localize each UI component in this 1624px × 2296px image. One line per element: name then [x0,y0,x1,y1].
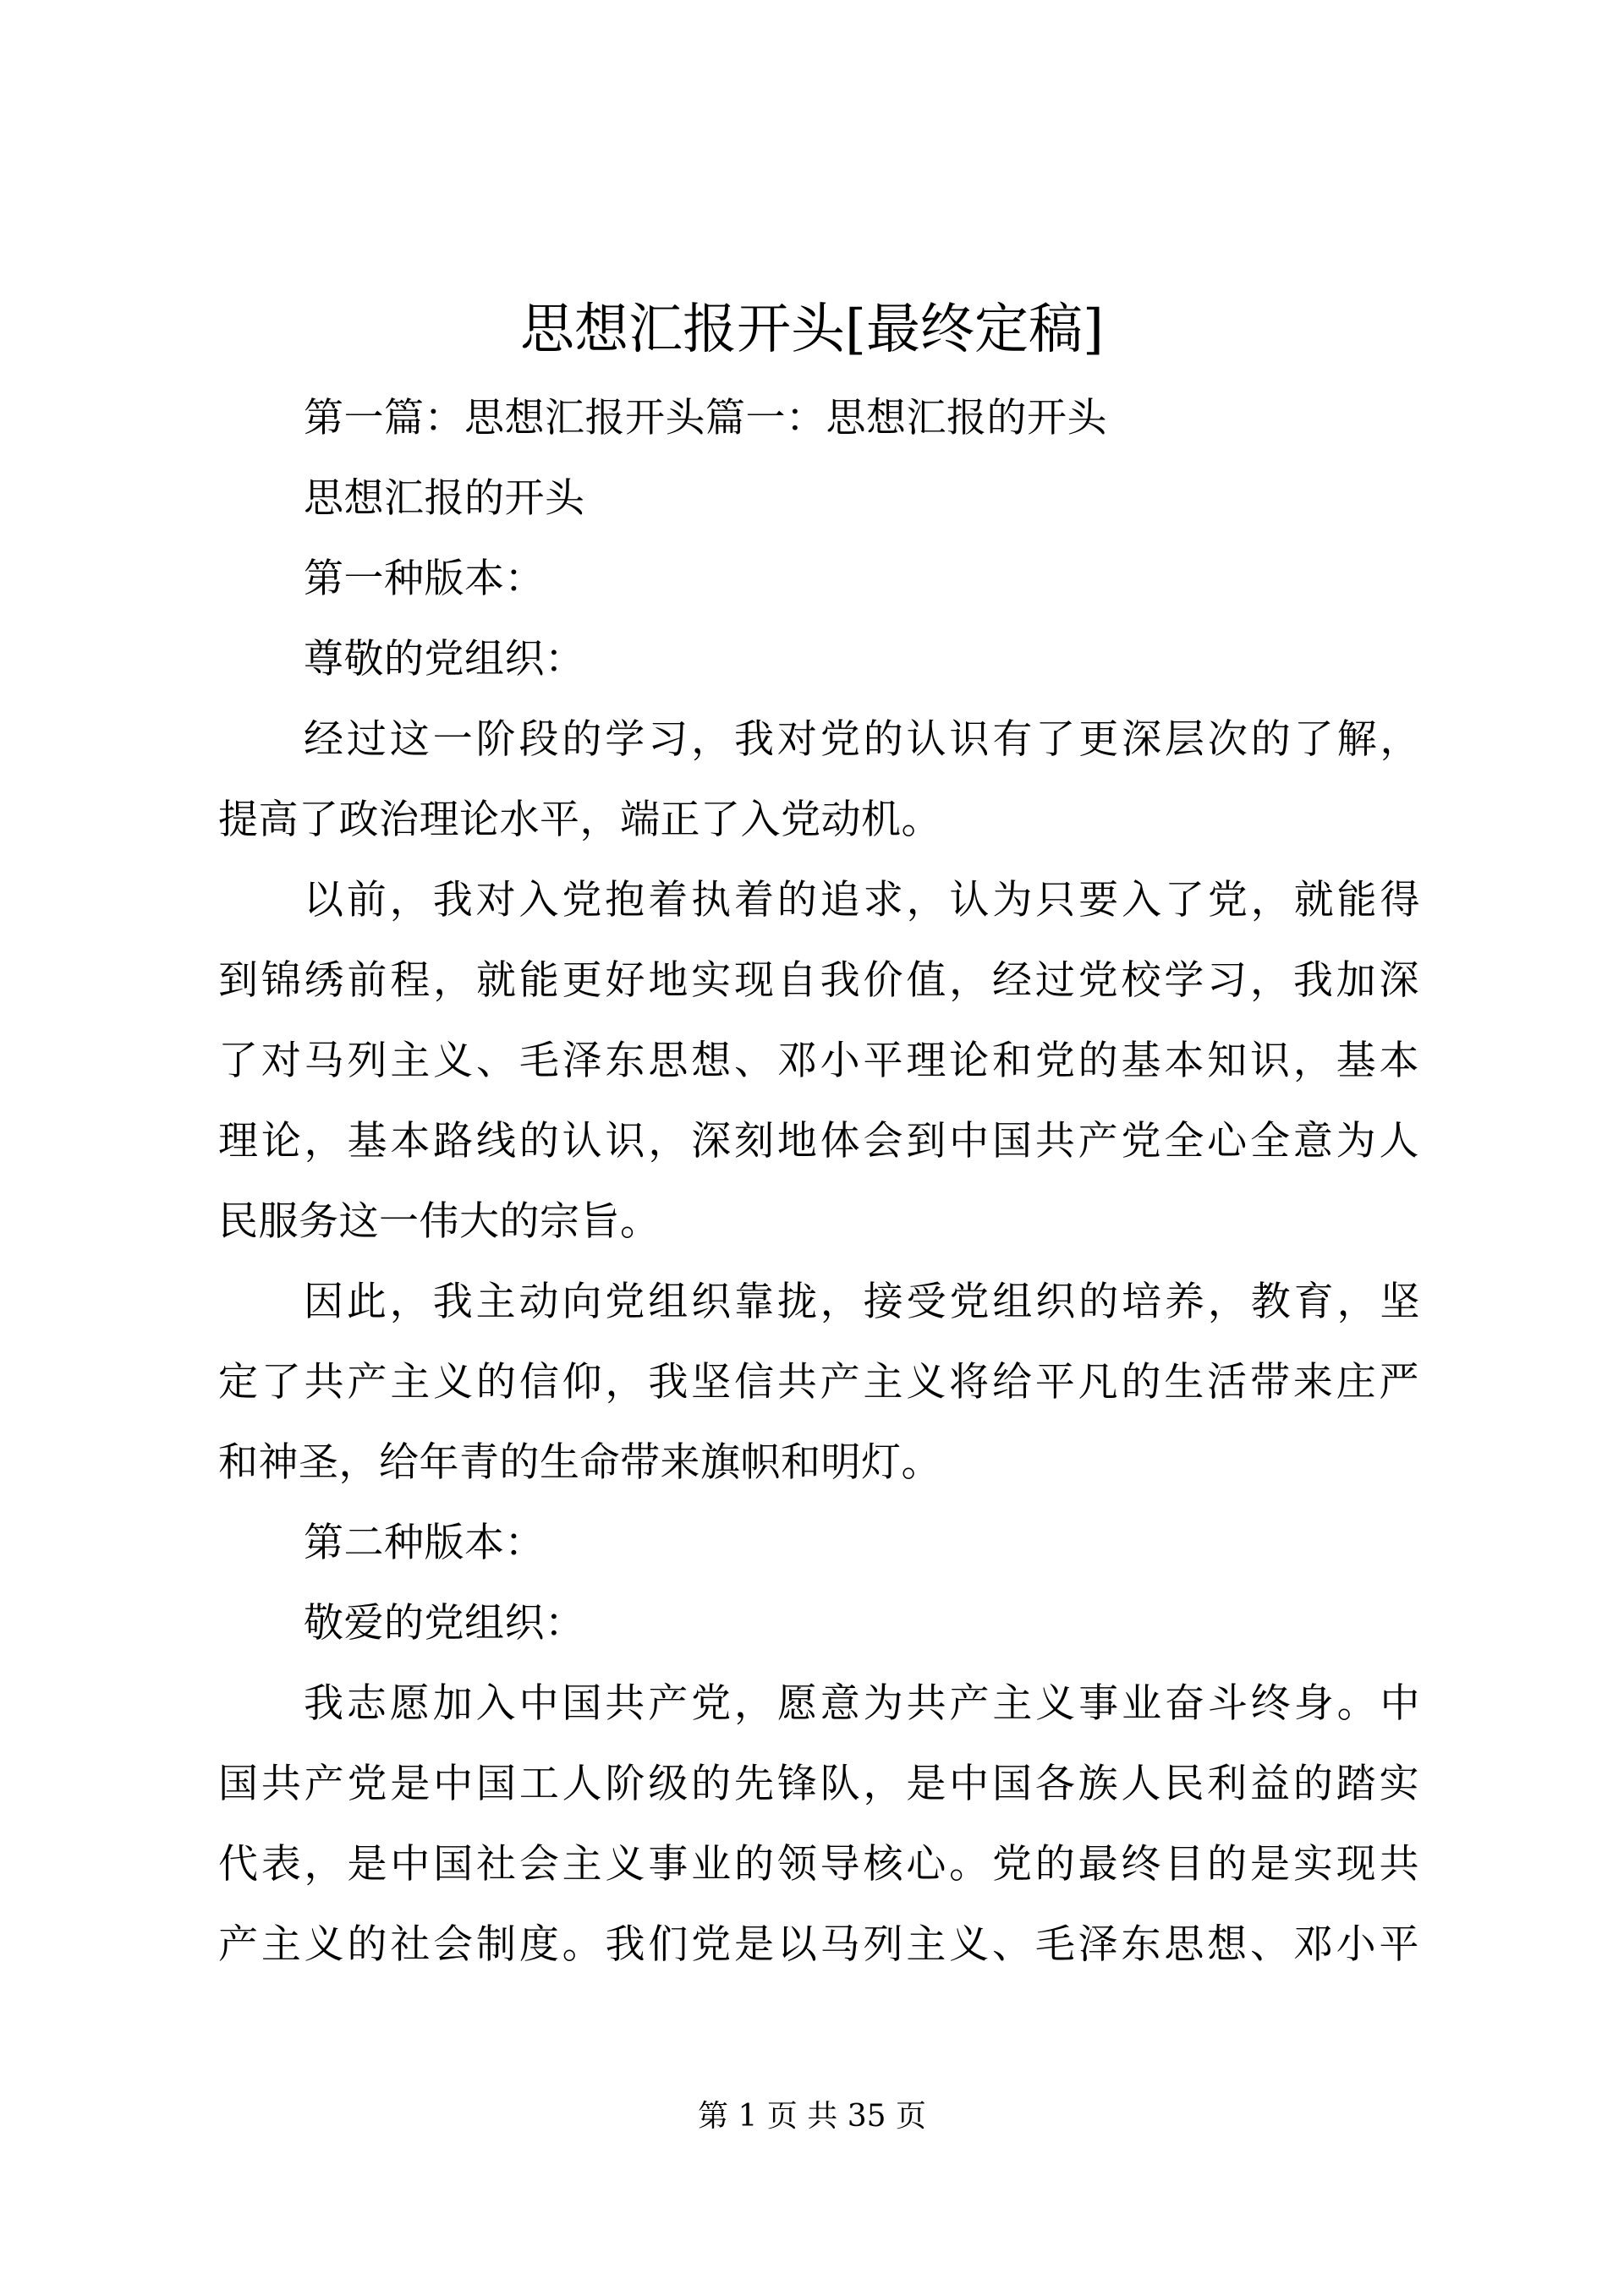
text-line: 产主义的社会制度。我们党是以马列主义、毛泽东思想、邓小平 [218,1921,1419,1968]
text-line: 敬爱的党组织： [304,1600,585,1647]
text-line: 第二种版本： [304,1520,545,1566]
text-line: 国共产党是中国工人阶级的先锋队，是中国各族人民利益的踏实 [218,1761,1419,1807]
text-line: 经过这一阶段的学习，我对党的认识有了更深层次的了解， [304,716,1420,763]
text-line: 提高了政治理论水平，端正了入党动机。 [218,797,941,843]
text-line: 尊敬的党组织： [304,636,585,682]
text-line: 理论，基本路线的认识，深刻地体会到中国共产党全心全意为人 [218,1118,1419,1164]
page-number-footer: 第 1 页 共 35 页 [698,2099,926,2134]
text-line: 定了共产主义的信仰，我坚信共产主义将给平凡的生活带来庄严 [218,1359,1419,1406]
text-line: 代表，是中国社会主义事业的领导核心。党的最终目的是实现共 [218,1841,1419,1888]
text-line: 因此，我主动向党组织靠拢，接受党组织的培养，教育，坚 [304,1279,1420,1325]
text-line: 以前，我对入党抱着执着的追求，认为只要入了党，就能得 [304,877,1420,923]
text-line: 民服务这一伟大的宗旨。 [218,1198,661,1245]
text-line: 第一篇：思想汇报开头篇一：思想汇报的开头 [304,395,1107,441]
text-line: 思想汇报的开头 [304,475,585,522]
document-title: 思想汇报开头[最终定稿] [520,299,1104,361]
text-line: 第一种版本： [304,556,545,602]
text-line: 了对马列主义、毛泽东思想、邓小平理论和党的基本知识，基本 [218,1038,1419,1084]
text-line: 和神圣，给年青的生命带来旗帜和明灯。 [218,1439,941,1486]
text-line: 我志愿加入中国共产党，愿意为共产主义事业奋斗终身。中 [304,1680,1420,1727]
text-line: 到锦绣前程，就能更好地实现自我价值，经过党校学习，我加深 [218,957,1419,1004]
